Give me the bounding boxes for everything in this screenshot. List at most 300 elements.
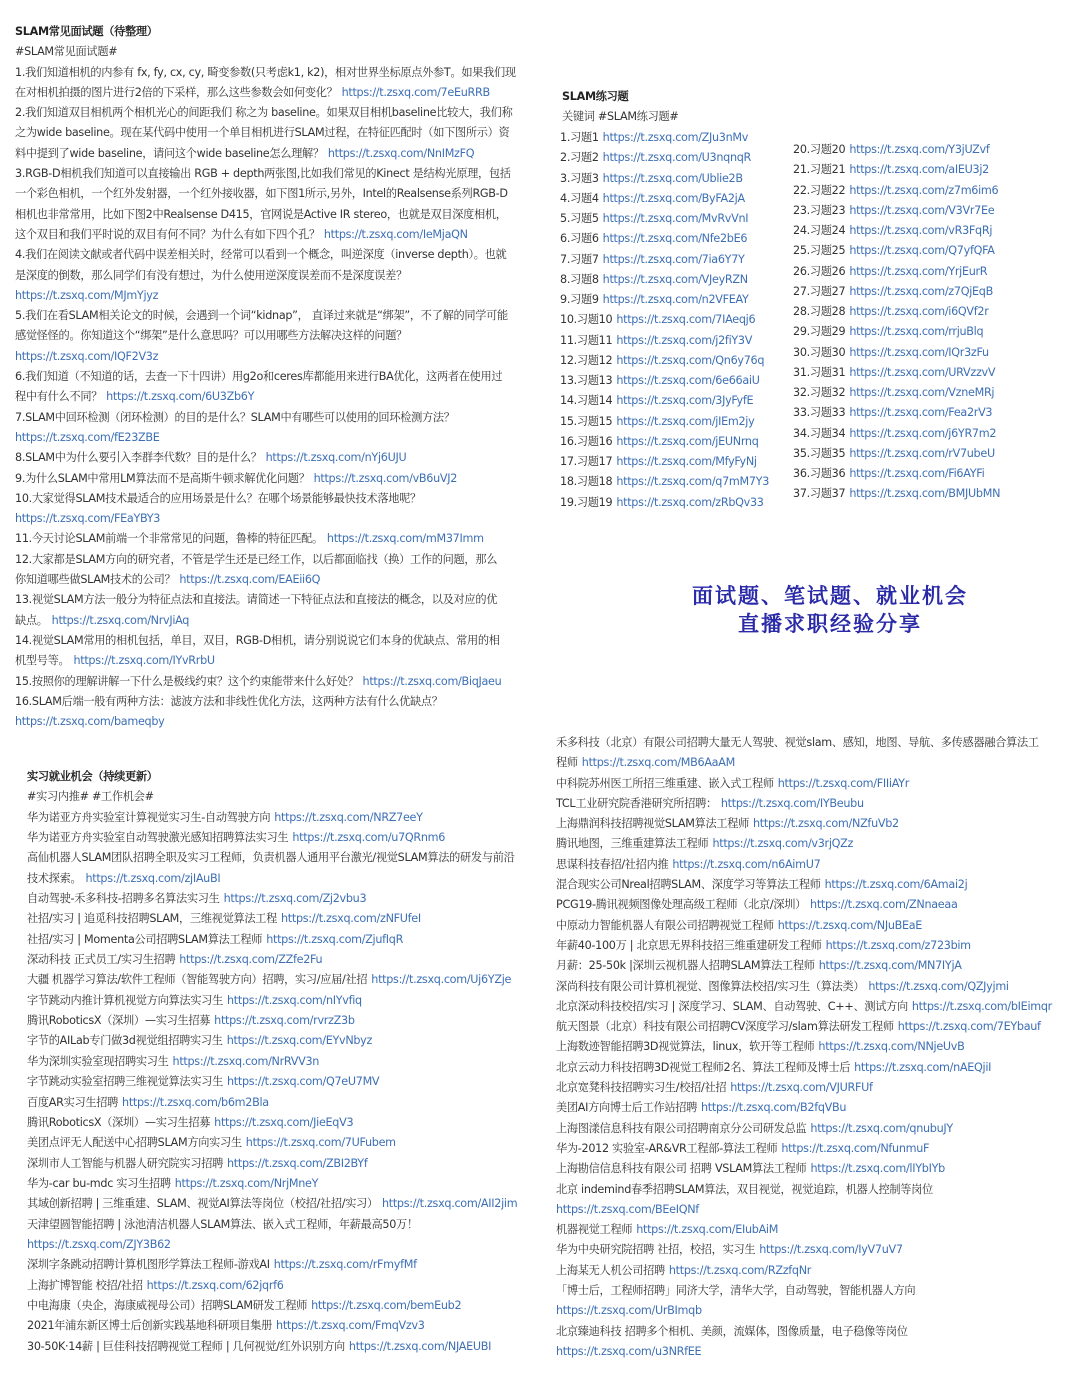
list-item	[793, 262, 1073, 282]
item-text: 14.习题14	[560, 394, 613, 408]
exercise-list-col2	[793, 140, 1073, 505]
list-item	[27, 1093, 552, 1113]
item-link[interactable]: https://t.zsxq.com/Fi6AYFi	[849, 467, 985, 480]
item-text: 深圳字条跳动招聘计算机图形学算法工程师-游戏AI	[27, 1258, 270, 1272]
item-link[interactable]: https://t.zsxq.com/MfyFyNj	[616, 455, 757, 468]
item-text: 2021年浦东新区博士后创新实践基地科研项目集册	[27, 1319, 273, 1333]
item-link[interactable]: https://t.zsxq.com/NrjMneY	[174, 1176, 319, 1190]
item-link[interactable]: https://t.zsxq.com/rrjuBlq	[849, 325, 984, 339]
item-text: 14.视觉SLAM常用的相机包括，单目，双目，RGB-D相机，请分别说说它们本身的优缺点、常用的相	[15, 633, 500, 647]
list-item	[27, 848, 552, 868]
list-item	[556, 875, 1076, 895]
item-link[interactable]: https://t.zsxq.com/vR3FqRj	[849, 224, 993, 237]
item-text: 4.习题4	[560, 191, 599, 205]
list-item	[560, 331, 790, 351]
jobs-list-left	[27, 808, 552, 1357]
list-item	[560, 452, 790, 472]
list-item	[27, 1255, 552, 1275]
item-text: 13.视觉SLAM方法一般分为特征点法和直接法。请简述一下特征点法和直接法的概念，以及对应的优	[15, 593, 498, 607]
list-item	[560, 493, 790, 513]
item-link[interactable]: https://t.zsxq.com/3JyFyfE	[616, 394, 754, 408]
list-item	[27, 991, 552, 1011]
list-item	[560, 209, 790, 229]
item-link[interactable]: https://t.zsxq.com/aIEU3j2	[849, 163, 989, 177]
list-item	[556, 997, 1076, 1017]
item-text: 12.习题12	[560, 353, 613, 367]
item-link[interactable]: https://t.zsxq.com/u7QRnm6	[292, 831, 446, 845]
item-text: 缺点。	[15, 613, 48, 627]
item-text: 北京宽凳科技招聘实习生/校招/社招	[556, 1081, 727, 1095]
item-link[interactable]: https://t.zsxq.com/NJuBEaE	[777, 918, 923, 932]
list-item	[793, 140, 1073, 160]
list-item	[27, 1072, 552, 1092]
item-text: 10.习题10	[560, 313, 613, 327]
item-text: 北京云动力科技招聘3D视觉工程师2名、算法工程师及博士后	[556, 1060, 851, 1074]
item-text: 字节的AILab专门做3d视觉组招聘实习生	[27, 1034, 223, 1048]
item-text: 19.习题19	[560, 495, 613, 509]
item-text: 自动驾驶-禾多科技-招聘多名算法实习生	[27, 892, 220, 906]
item-link[interactable]: https://t.zsxq.com/ZNnaeaa	[810, 898, 958, 912]
item-link[interactable]: https://t.zsxq.com/bameqby	[15, 715, 165, 729]
item-text: 「博士后，工程师招聘」同济大学，清华大学，自动驾驶，智能机器人方向	[556, 1284, 916, 1298]
item-link[interactable]: https://t.zsxq.com/ZJu3nMv	[602, 131, 749, 144]
list-item	[15, 387, 545, 407]
list-item	[15, 590, 545, 610]
item-text: 程中有什么不同？	[15, 390, 103, 404]
list-item	[27, 1194, 552, 1214]
item-link[interactable]: https://t.zsxq.com/nAEQjiI	[854, 1060, 992, 1074]
list-item	[793, 181, 1073, 201]
item-link[interactable]: https://t.zsxq.com/BiqJaeu	[362, 674, 502, 688]
exercise-list-col1	[560, 128, 790, 513]
item-text: 字节跳动实验室招聘三维视觉算法实习生	[27, 1075, 223, 1089]
list-item	[793, 444, 1073, 464]
list-item	[560, 229, 790, 249]
faq-tag: #SLAM常见面试题#	[15, 45, 118, 59]
item-text: 华为中央研究院招聘 社招，校招，实习生	[556, 1243, 756, 1257]
item-link[interactable]: https://t.zsxq.com/jIEm2jy	[616, 414, 755, 428]
item-link[interactable]: https://t.zsxq.com/i6QVf2r	[849, 305, 989, 318]
list-item	[556, 895, 1076, 915]
item-link[interactable]: https://t.zsxq.com/BEeIQNf	[556, 1202, 699, 1216]
faq-title: SLAM常见面试题（待整理）	[15, 25, 158, 38]
item-link[interactable]: https://t.zsxq.com/URVzzvV	[849, 365, 996, 379]
item-text: 禾多科技（北京）有限公司招聘大量无人驾驶、视觉slam、感知，地图、导航、多传感器融合算法工	[556, 736, 1039, 749]
item-text: 高仙机器人SLAM团队招聘全职及实习工程师，负责机器人通用平台激光/视觉SLAM算法的研发与前沿	[27, 851, 515, 865]
item-link[interactable]: https://t.zsxq.com/rvrzZ3b	[214, 1014, 355, 1028]
item-link[interactable]: https://t.zsxq.com/6e66aiU	[616, 374, 760, 387]
item-link[interactable]: https://t.zsxq.com/ZBI2BYf	[226, 1156, 368, 1170]
item-text: 12.大家都是SLAM方向的研究者，不管是学生还是已经工作，以后都面临找（换）工作的问题，那么	[15, 552, 498, 566]
list-item	[556, 774, 1076, 794]
item-link[interactable]: https://t.zsxq.com/AII2jim	[381, 1197, 518, 1211]
list-item	[793, 343, 1073, 363]
item-link[interactable]: https://t.zsxq.com/IYvRrbU	[73, 654, 215, 668]
list-item	[15, 448, 545, 468]
item-link[interactable]: https://t.zsxq.com/NrRVV3n	[172, 1054, 320, 1068]
item-text: 3.RGB-D相机我们知道可以直接输出 RGB + depth两张图,比如我们常见的Kinect 是结构光原理，包括	[15, 167, 511, 181]
list-item	[556, 733, 1076, 753]
item-text: 你知道哪些做SLAM技术的公司？	[15, 573, 176, 587]
list-item	[556, 1139, 1076, 1159]
item-link[interactable]: https://t.zsxq.com/NfunmuF	[781, 1141, 930, 1155]
item-text: 字节跳动内推计算机视觉方向算法实习生	[27, 993, 223, 1007]
list-item	[793, 424, 1073, 444]
item-text: 机器视觉工程师	[556, 1223, 633, 1237]
item-text: 4.我们在阅读文献或者代码中误差相关时，经常可以看到一个概念，叫逆深度（inverse depth）。也就	[15, 248, 507, 262]
item-link[interactable]: https://t.zsxq.com/ByFA2jA	[602, 191, 745, 205]
jobs-tag: #实习内推# #工作机会#	[27, 790, 154, 804]
item-text: 美团点评无人配送中心招聘SLAM方向实习生	[27, 1136, 242, 1150]
item-link[interactable]: https://t.zsxq.com/V3Vr7Ee	[849, 203, 995, 217]
item-link[interactable]: https://t.zsxq.com/Fea2rV3	[849, 406, 993, 420]
item-link[interactable]: https://t.zsxq.com/Q7yfQFA	[849, 244, 995, 258]
list-item	[15, 631, 545, 651]
banner-line-2: 直播求职经验分享	[738, 611, 922, 636]
list-item	[15, 469, 545, 489]
item-link[interactable]: https://t.zsxq.com/ZjufIqR	[266, 932, 404, 946]
list-item	[793, 363, 1073, 383]
item-text: 26.习题26	[793, 264, 846, 278]
faq-section	[15, 22, 545, 732]
item-link[interactable]: https://t.zsxq.com/lIYbIYb	[810, 1162, 945, 1176]
list-item	[556, 1281, 1076, 1301]
item-link[interactable]: https://t.zsxq.com/zRbQv33	[616, 495, 764, 509]
item-text: 11.今天讨论SLAM前端一个非常常见的问题，鲁棒的特征匹配。	[15, 532, 323, 546]
list-item	[560, 250, 790, 270]
list-item	[556, 977, 1076, 997]
list-item	[15, 651, 545, 671]
list-item	[793, 282, 1073, 302]
item-text: 28.习题28	[793, 305, 846, 318]
exercise-header	[562, 87, 862, 127]
item-link[interactable]: https://t.zsxq.com/EIubAiM	[636, 1223, 779, 1237]
item-link[interactable]: https://t.zsxq.com/EYvNbyz	[226, 1034, 373, 1048]
item-text: 深尚科技有限公司计算机视觉、图像算法校招/实习生（算法类）	[556, 979, 865, 993]
item-link[interactable]: https://t.zsxq.com/BMJUbMN	[849, 487, 1001, 501]
item-text: 华为-car bu-mdc 实习生招聘	[27, 1176, 171, 1190]
item-text: 北京臻迪科技 招聘多个相机、美颜，流媒体，图像质量，电子稳像等岗位	[556, 1324, 908, 1338]
list-item	[15, 63, 545, 83]
item-text: 百度AR实习生招聘	[27, 1095, 119, 1109]
item-text: 上海图漾信息科技有限公司招聘南京分公司研发总监	[556, 1121, 807, 1135]
list-item	[560, 189, 790, 209]
item-link[interactable]: https://t.zsxq.com/bIEimqr	[911, 999, 1052, 1013]
list-item	[15, 144, 545, 164]
item-link[interactable]: https://t.zsxq.com/rFmyfMf	[273, 1258, 417, 1272]
list-item	[15, 529, 545, 549]
jobs-title: 实习就业机会（持续更新）	[27, 770, 158, 783]
list-item	[15, 266, 545, 286]
list-item	[15, 184, 545, 204]
list-item	[15, 225, 545, 245]
item-text: 华为诺亚方舟实验室计算视觉实习生-自动驾驶方向	[27, 810, 271, 824]
item-link[interactable]: https://t.zsxq.com/ZJY3B62	[27, 1237, 171, 1251]
item-link[interactable]: https://t.zsxq.com/IyV7uV7	[759, 1243, 903, 1257]
item-text: 24.习题24	[793, 224, 846, 237]
item-link[interactable]: https://t.zsxq.com/Q7eU7MV	[226, 1075, 380, 1089]
item-link[interactable]: https://t.zsxq.com/IQF2V3z	[15, 349, 159, 363]
item-link[interactable]: https://t.zsxq.com/U3nqnqR	[602, 151, 752, 165]
item-link[interactable]: https://t.zsxq.com/IeMjaQN	[323, 227, 468, 241]
item-link[interactable]: https://t.zsxq.com/Y3jUZvf	[849, 143, 990, 156]
item-text: 33.习题33	[793, 406, 846, 420]
item-text: 2.我们知道双目相机两个相机光心的间距我们 称之为 baseline。如果双目相机baseline比较大，我们称	[15, 106, 513, 120]
item-text: 腾讯RoboticsX（深圳）—实习生招募	[27, 1014, 211, 1028]
list-item	[15, 347, 545, 367]
item-link[interactable]: https://t.zsxq.com/7EYbauf	[897, 1020, 1041, 1034]
list-item	[15, 489, 545, 509]
item-link[interactable]: https://t.zsxq.com/nYj6UJU	[265, 451, 407, 465]
item-link[interactable]: https://t.zsxq.com/VzneMRj	[849, 386, 995, 399]
item-link[interactable]: https://t.zsxq.com/Ublie2B	[602, 171, 743, 185]
item-link[interactable]: https://t.zsxq.com/7eEuRRB	[341, 85, 490, 99]
item-link[interactable]: https://t.zsxq.com/n2VFEAY	[602, 293, 749, 306]
item-link[interactable]: https://t.zsxq.com/v3rjQZz	[712, 837, 854, 851]
item-link[interactable]: https://t.zsxq.com/6U3Zb6Y	[106, 390, 255, 404]
item-text: 21.习题21	[793, 163, 846, 177]
item-text: 年薪40-100万 | 北京思无界科技招三维重建研发工程师	[556, 938, 822, 952]
list-item	[15, 286, 545, 306]
item-text: 上海鼎润科技招聘视觉SLAM算法工程师	[556, 817, 750, 831]
list-item	[27, 1235, 552, 1255]
list-item	[27, 828, 552, 848]
banner-line-1: 面试题、笔试题、就业机会	[692, 583, 968, 608]
item-link[interactable]: https://t.zsxq.com/B2fqVBu	[701, 1101, 847, 1115]
item-link[interactable]: https://t.zsxq.com/Uj6YZje	[371, 973, 512, 987]
item-text: 15.按照你的理解讲解一下什么是极线约束？这个约束能带来什么好处？	[15, 674, 359, 688]
item-text: 技术探索。	[27, 871, 82, 885]
item-text: 15.习题15	[560, 414, 613, 428]
item-link[interactable]: https://t.zsxq.com/RZzfqNr	[668, 1263, 812, 1277]
item-text: 7.习题7	[560, 252, 599, 266]
promo-banner	[640, 582, 1020, 638]
item-link[interactable]: https://t.zsxq.com/u3NRfEE	[556, 1344, 702, 1358]
item-text: 天津望圆智能招聘 | 泳池清洁机器人SLAM算法、嵌入式工程师，年薪最高50万！	[27, 1217, 418, 1231]
list-item	[556, 1159, 1076, 1179]
list-item	[560, 412, 790, 432]
list-item	[560, 148, 790, 168]
list-item	[27, 1337, 552, 1357]
item-text: 1.习题1	[560, 131, 599, 144]
item-text: 其域创新招聘 | 三维重建、SLAM、视觉AI算法等岗位（校招/社招/实习）	[27, 1197, 378, 1211]
list-item	[15, 205, 545, 225]
item-link[interactable]: https://t.zsxq.com/EAEii6Q	[179, 573, 321, 587]
item-text: 5.我们在看SLAM相关论文的时候，会遇到一个词“kidnap”， 直译过来就是“绑架”，不了解的同学可能	[15, 309, 508, 323]
list-item	[15, 367, 545, 387]
item-text: 27.习题27	[793, 284, 846, 298]
list-item	[793, 383, 1073, 403]
item-link[interactable]: https://t.zsxq.com/MB6AaAM	[581, 756, 735, 770]
list-item	[560, 432, 790, 452]
item-link[interactable]: https://t.zsxq.com/z7m6im6	[849, 183, 999, 197]
item-text: 29.习题29	[793, 325, 846, 339]
item-link[interactable]: https://t.zsxq.com/fE23ZBE	[15, 430, 160, 444]
list-item	[27, 930, 552, 950]
list-item	[27, 1154, 552, 1174]
item-text: 34.习题34	[793, 426, 846, 440]
item-link[interactable]: https://t.zsxq.com/MvRvVnI	[602, 212, 749, 225]
list-item	[556, 1261, 1076, 1281]
item-link[interactable]: https://t.zsxq.com/FIIiAYr	[777, 776, 910, 790]
item-text: 腾讯RoboticsX（深圳）—实习生招募	[27, 1115, 211, 1129]
jobs-list-right	[556, 733, 1076, 1362]
item-text: 13.习题13	[560, 374, 613, 387]
item-link[interactable]: https://t.zsxq.com/j6YR7m2	[849, 426, 997, 440]
list-item	[556, 753, 1076, 773]
item-text: 美团AI方向博士后工作站招聘	[556, 1101, 698, 1115]
item-link[interactable]: https://t.zsxq.com/zNFUfeI	[281, 912, 421, 926]
list-item	[556, 1322, 1076, 1342]
item-link[interactable]: https://t.zsxq.com/Zj2vbu3	[223, 892, 367, 906]
item-link[interactable]: https://t.zsxq.com/7UFubem	[245, 1136, 396, 1150]
list-item	[27, 1215, 552, 1235]
list-item	[27, 889, 552, 909]
item-text: 机型号等。	[15, 654, 70, 668]
item-text: 上海某无人机公司招聘	[556, 1263, 665, 1277]
item-text: 16.SLAM后端一般有两种方法：滤波方法和非线性优化方法，这两种方法有什么优缺点？	[15, 694, 443, 708]
item-text: 月薪：25-50k |深圳云视机器人招聘SLAM算法工程师	[556, 959, 815, 973]
item-text: 8.SLAM中为什么要引入李群李代数？目的是什么？	[15, 451, 262, 465]
item-text: 腾讯地图，三维重建算法工程师	[556, 837, 709, 851]
item-link[interactable]: https://t.zsxq.com/b6m2Bla	[122, 1095, 269, 1109]
item-text: 18.习题18	[560, 475, 613, 489]
list-item	[556, 936, 1076, 956]
item-link[interactable]: https://t.zsxq.com/mM37Imm	[326, 532, 484, 546]
item-link[interactable]: https://t.zsxq.com/7IAeqj6	[616, 313, 756, 327]
item-link[interactable]: https://t.zsxq.com/NRZ7eeY	[274, 810, 423, 824]
item-link[interactable]: https://t.zsxq.com/Qn6y76q	[616, 353, 765, 367]
item-link[interactable]: https://t.zsxq.com/jEUNrnq	[616, 434, 759, 448]
item-link[interactable]: https://t.zsxq.com/NnIMzFQ	[327, 146, 475, 160]
item-text: 华为深圳实验室现招聘实习生	[27, 1054, 169, 1068]
item-link[interactable]: https://t.zsxq.com/NZfuVb2	[753, 817, 899, 831]
item-text: 16.习题16	[560, 434, 613, 448]
item-link[interactable]: https://t.zsxq.com/7ia6Y7Y	[602, 252, 745, 266]
list-item	[15, 570, 545, 590]
item-text: PCG19-腾讯视频图像处理高级工程师（北京/深圳）	[556, 898, 807, 912]
list-item	[27, 1113, 552, 1133]
list-item	[560, 270, 790, 290]
jobs-section	[27, 767, 552, 1357]
item-link[interactable]: https://t.zsxq.com/VJURFUf	[730, 1081, 873, 1095]
item-link[interactable]: https://t.zsxq.com/z7QjEqB	[849, 284, 993, 298]
list-item	[556, 1200, 1076, 1220]
list-item	[560, 472, 790, 492]
item-link[interactable]: https://t.zsxq.com/qnubuJY	[810, 1121, 953, 1135]
list-item	[27, 909, 552, 929]
item-link[interactable]: https://t.zsxq.com/q7mM7Y3	[616, 475, 770, 489]
item-link[interactable]: https://t.zsxq.com/NrvJiAq	[51, 613, 190, 627]
item-link[interactable]: https://t.zsxq.com/JieEqV3	[214, 1115, 354, 1129]
item-link[interactable]: https://t.zsxq.com/FEaYBY3	[15, 512, 161, 526]
item-link[interactable]: https://t.zsxq.com/MN7IYjA	[818, 959, 962, 973]
item-text: 上海数迹智能招聘3D视觉算法，linux，软开等工程师	[556, 1040, 815, 1054]
list-item	[15, 306, 545, 326]
item-text: 中科院苏州医工所招三维重建、嵌入式工程师	[556, 776, 774, 790]
item-link[interactable]: https://t.zsxq.com/zjIAuBI	[85, 871, 221, 885]
list-item	[556, 1301, 1076, 1321]
list-item	[15, 428, 545, 448]
item-link[interactable]: https://t.zsxq.com/YrjEurR	[849, 264, 988, 278]
list-item	[556, 1078, 1076, 1098]
item-text: 5.习题5	[560, 212, 599, 225]
item-text: 社招/实习 | 追觅科技招聘SLAM，三维视觉算法工程	[27, 912, 278, 926]
item-text: 上海勘信信息科技有限公司 招聘 VSLAM算法工程师	[556, 1162, 807, 1176]
item-text: TCL工业研究院香港研究所招聘：	[556, 796, 717, 810]
list-item	[556, 916, 1076, 936]
list-item	[560, 169, 790, 189]
item-text: 一个彩色相机，一个红外发射器，一个红外接收器，如下图1所示,另外，Intel的Realsense系列RGB-D	[15, 187, 508, 201]
item-text: 25.习题25	[793, 244, 846, 258]
item-link[interactable]: https://t.zsxq.com/62jqrf6	[146, 1278, 284, 1292]
list-item	[15, 83, 545, 103]
item-link[interactable]: https://t.zsxq.com/IQr3zFu	[849, 345, 989, 359]
item-text: 17.习题17	[560, 455, 613, 468]
list-item	[27, 808, 552, 828]
list-item	[15, 326, 545, 346]
item-link[interactable]: https://t.zsxq.com/vB6uVJ2	[313, 471, 458, 485]
item-link[interactable]: https://t.zsxq.com/6Amai2j	[824, 878, 968, 892]
item-text: 30.习题30	[793, 345, 846, 359]
list-item	[27, 1276, 552, 1296]
list-item	[560, 290, 790, 310]
item-text: 中原动力智能机器人有限公司招聘视觉工程师	[556, 918, 774, 932]
item-link[interactable]: https://t.zsxq.com/IYBeubu	[720, 796, 864, 810]
list-item	[15, 712, 545, 732]
item-text: 6.我们知道（不知道的话，去查一下十四讲）用g2o和ceres库都能用来进行BA优化，这两者在使用过	[15, 370, 503, 384]
item-link[interactable]: https://t.zsxq.com/VJeyRZN	[602, 272, 748, 286]
list-item	[556, 1098, 1076, 1118]
list-item	[560, 371, 790, 391]
item-link[interactable]: https://t.zsxq.com/UrBImqb	[556, 1304, 702, 1318]
item-text: 30-50K·14薪 | 巨佳科技招聘视觉工程师 | 几何视觉/红外识别方向	[27, 1339, 345, 1353]
item-link[interactable]: https://t.zsxq.com/MJmYjyz	[15, 288, 159, 302]
item-link[interactable]: https://t.zsxq.com/NJAEUBI	[348, 1339, 492, 1353]
item-text: 深动科技 正式员工/实习生招聘	[27, 953, 176, 967]
item-text: 感觉怪怪的。你知道这个“绑架”是什么意思吗？可以用哪些方法解决这样的问题？	[15, 329, 408, 343]
list-item	[15, 103, 545, 123]
item-text: 37.习题37	[793, 487, 846, 501]
item-link[interactable]: https://t.zsxq.com/NNjeUvB	[818, 1040, 965, 1054]
item-link[interactable]: https://t.zsxq.com/ZZfe2Fu	[179, 953, 323, 967]
list-item	[15, 692, 545, 712]
item-link[interactable]: https://t.zsxq.com/n6AimU7	[672, 857, 821, 871]
item-link[interactable]: https://t.zsxq.com/j2fiY3V	[616, 333, 753, 347]
item-text: 大疆 机器学习算法/软件工程师（智能驾驶方向）招聘，实习/应届/社招	[27, 973, 368, 987]
item-link[interactable]: https://t.zsxq.com/z723bim	[825, 938, 971, 952]
item-text: 23.习题23	[793, 203, 846, 217]
item-text: 程师	[556, 756, 578, 770]
list-item	[556, 1240, 1076, 1260]
item-text: 上海扩博智能 校招/社招	[27, 1278, 143, 1292]
item-link[interactable]: https://t.zsxq.com/rV7ubeU	[849, 446, 995, 460]
list-item	[556, 814, 1076, 834]
item-text: 36.习题36	[793, 467, 846, 480]
list-item	[27, 970, 552, 990]
item-link[interactable]: https://t.zsxq.com/Nfe2bE6	[602, 232, 748, 246]
item-link[interactable]: https://t.zsxq.com/nIYvfiq	[226, 993, 362, 1007]
item-text: 10.大家觉得SLAM技术最适合的应用场景是什么？在哪个场景能够最快技术落地呢？	[15, 491, 421, 505]
list-item	[560, 128, 790, 148]
list-item	[15, 123, 545, 143]
item-text: 中电海康（央企，海康威视母公司）招聘SLAM研发工程师	[27, 1298, 308, 1312]
item-link[interactable]: https://t.zsxq.com/bemEub2	[311, 1298, 462, 1312]
item-link[interactable]: https://t.zsxq.com/FmqVzv3	[276, 1319, 425, 1333]
item-text: 料中提到了wide baseline，请问这个wide baseline怎么理解？	[15, 146, 324, 160]
list-item	[27, 1296, 552, 1316]
item-link[interactable]: https://t.zsxq.com/QZJyjmi	[868, 979, 1009, 993]
